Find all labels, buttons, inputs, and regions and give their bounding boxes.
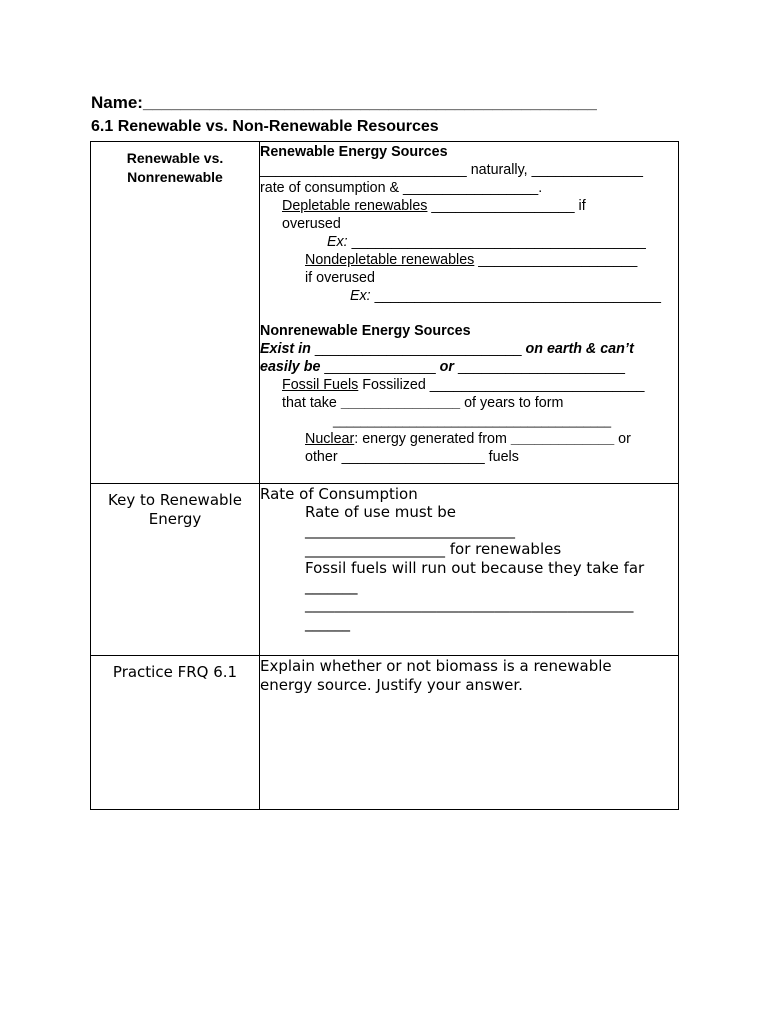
text: rate of consumption & bbox=[260, 180, 404, 196]
blank[interactable]: ___________________________ bbox=[429, 377, 645, 393]
row-label-cell bbox=[91, 656, 260, 810]
rate-blank-4[interactable]: ______ bbox=[305, 614, 350, 633]
blank[interactable]: __________________________ bbox=[310, 341, 526, 357]
text: or bbox=[614, 431, 631, 447]
ex-label: Ex: bbox=[350, 288, 371, 304]
exist-line bbox=[260, 340, 678, 358]
example-line-1 bbox=[260, 233, 678, 251]
text: other bbox=[305, 449, 342, 465]
fossil-term: Fossil Fuels bbox=[282, 377, 359, 393]
text: on earth & can’t bbox=[525, 341, 634, 357]
nondepletable-term: Nondepletable renewables bbox=[305, 252, 475, 268]
ex-label: Ex: bbox=[327, 234, 348, 250]
blank[interactable]: _____________ bbox=[510, 431, 615, 447]
text: easily be bbox=[260, 359, 321, 375]
table-row-frq bbox=[91, 656, 679, 810]
rate-line-4: Fossil fuels will run out because they take far bbox=[305, 559, 645, 578]
page-title: 6.1 Renewable vs. Non-Renewable Resources bbox=[91, 118, 439, 135]
blank[interactable]: ______________ bbox=[320, 359, 440, 375]
depletable-term: Depletable renewables bbox=[282, 198, 428, 214]
example-line-2 bbox=[260, 287, 678, 305]
row-label-renewable: Renewable vs. Nonrenewable bbox=[126, 150, 224, 185]
table-row-key bbox=[91, 484, 679, 656]
text: naturally, bbox=[466, 162, 532, 178]
name-label: Name: bbox=[91, 93, 143, 112]
other-fuels-line bbox=[260, 448, 678, 466]
row-label-key: Key to Renewable Energy bbox=[108, 491, 242, 528]
text: Exist in bbox=[260, 341, 311, 357]
text: of years to form bbox=[460, 395, 564, 411]
rate-line-1: Rate of use must be bbox=[305, 503, 457, 522]
blank[interactable]: _______________ bbox=[340, 395, 461, 411]
name-field[interactable] bbox=[91, 93, 597, 113]
text: : energy generated from bbox=[354, 431, 511, 447]
blank[interactable]: _____________________ bbox=[453, 359, 625, 375]
blank[interactable]: ______________ bbox=[531, 162, 643, 178]
nuclear-line bbox=[260, 430, 678, 448]
nondepletable-cont: if overused bbox=[305, 270, 375, 286]
rate-notes bbox=[260, 485, 678, 655]
text: or bbox=[439, 359, 454, 375]
blank[interactable]: _____________________________________ bbox=[347, 234, 646, 250]
depletable-cont: overused bbox=[282, 216, 341, 232]
row-label-cell bbox=[91, 484, 260, 656]
blank[interactable]: ____________________ bbox=[305, 541, 445, 558]
rate-blank-1[interactable]: ______________________________ bbox=[305, 522, 515, 539]
blank[interactable]: _________________. bbox=[403, 180, 543, 196]
text: fuels bbox=[484, 449, 519, 465]
row-content-cell bbox=[260, 484, 679, 656]
depletable-line bbox=[260, 197, 678, 215]
row-content-cell bbox=[260, 142, 679, 484]
blank[interactable]: __________________ bbox=[341, 449, 485, 465]
row-label-cell bbox=[91, 142, 260, 484]
rate-heading: Rate of Consumption bbox=[260, 485, 418, 503]
rate-blank-3[interactable]: _____________________________________________ bbox=[305, 595, 634, 613]
text: for renewables bbox=[445, 539, 562, 558]
text: that take bbox=[282, 395, 341, 411]
blank[interactable]: __________________________ bbox=[260, 162, 467, 178]
frq-prompt: Explain whether or not biomass is a renewable energy source. Justify your answer. bbox=[260, 657, 612, 694]
nuclear-term: Nuclear bbox=[305, 431, 355, 447]
fossil-line bbox=[260, 376, 678, 394]
nonrenewable-heading: Nonrenewable Energy Sources bbox=[260, 323, 471, 339]
rate-blank-2[interactable]: _______ bbox=[305, 577, 358, 596]
renewable-notes bbox=[260, 143, 678, 483]
rate-line-3 bbox=[260, 540, 678, 559]
nondepletable-line bbox=[260, 251, 678, 269]
renewable-line-1 bbox=[260, 161, 678, 179]
row-content-cell bbox=[260, 656, 679, 810]
row-label-frq: Practice FRQ 6.1 bbox=[112, 663, 238, 681]
renewable-line-2 bbox=[260, 179, 678, 197]
text: Fossilized bbox=[358, 377, 430, 393]
years-blank-line[interactable]: ________________________________________ bbox=[333, 414, 612, 428]
table-row-renewable bbox=[91, 142, 679, 484]
blank[interactable]: ____________________ bbox=[474, 252, 638, 268]
easily-line bbox=[260, 358, 678, 376]
notes-table bbox=[90, 141, 679, 810]
blank[interactable]: __________________ if bbox=[427, 198, 586, 214]
that-take-line bbox=[260, 394, 678, 412]
renewable-heading: Renewable Energy Sources bbox=[260, 144, 448, 160]
blank[interactable]: ____________________________________ bbox=[370, 288, 661, 304]
name-blank[interactable]: ________________________________________________ bbox=[142, 93, 597, 112]
